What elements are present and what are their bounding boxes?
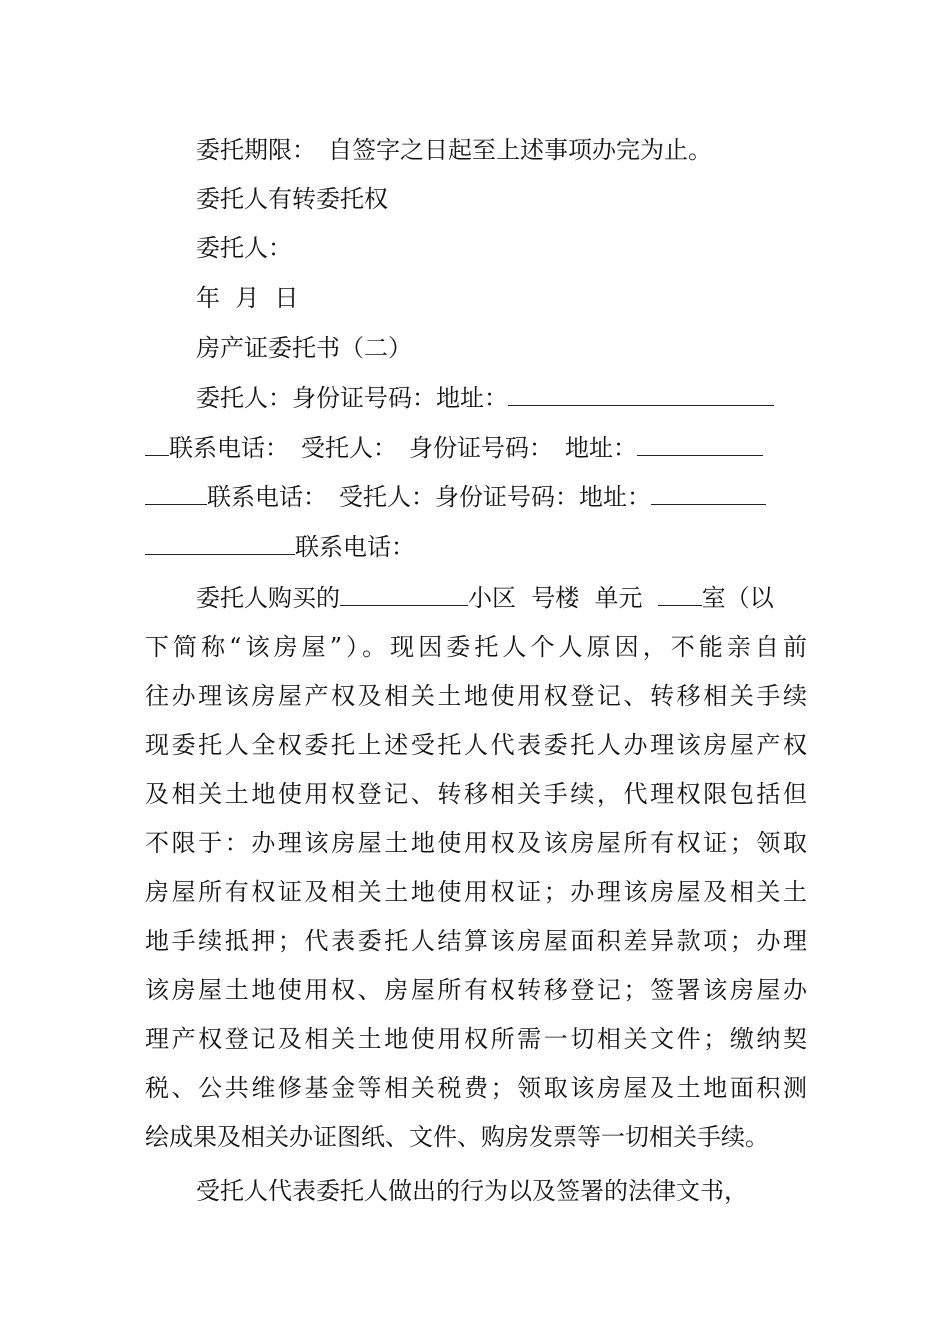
agent2-address-blank (651, 484, 766, 505)
agent2-info-line (145, 473, 807, 522)
sub-delegation-line: 委托人有转委托权 (196, 185, 388, 213)
agent1-address-blank (637, 435, 763, 456)
principal-info-line (196, 374, 807, 423)
date-line: 年 月 日 (196, 284, 299, 312)
body-line: 不限于：办理该房屋土地使用权及该房屋所有权证；领取 (145, 829, 807, 857)
principal-address-blank-cont (145, 435, 169, 456)
next-paragraph-line: 受托人代表委托人做出的行为以及签署的法律文书， (196, 1177, 748, 1205)
purchase-label: 委托人购买的 (196, 584, 340, 612)
principal-address-blank (508, 385, 774, 406)
body-line: 及相关土地使用权登记、转移相关手续，代理权限包括但 (145, 780, 807, 808)
principal-signature-line: 委托人： (196, 234, 292, 262)
agent1-address-blank-cont (145, 484, 207, 505)
body-line: 税、公共维修基金等相关税费；领取该房屋及土地面积测 (145, 1074, 807, 1102)
room-blank (658, 585, 702, 606)
body-line: 理产权登记及相关土地使用权所需一切相关文件；缴纳契 (145, 1025, 807, 1053)
body-last-line: 绘成果及相关办证图纸、文件、购房发票等一切相关手续。 (145, 1123, 769, 1151)
agent1-info-label: 联系电话： 受托人： 身份证号码： 地址： (169, 434, 637, 462)
agent2-address-blank-cont (145, 534, 295, 555)
term-line: 委托期限： 自签字之日起至上述事项办完为止。 (196, 136, 712, 164)
section-title: 房产证委托书（二） (196, 334, 412, 362)
community-blank (340, 585, 468, 606)
body-line: 下简称“该房屋”）。现因委托人个人原因，不能亲自前 (145, 633, 807, 661)
room-label: 室（以 (701, 584, 774, 612)
body-line: 该房屋土地使用权、房屋所有权转移登记；签署该房屋办 (145, 976, 807, 1004)
body-line: 现委托人全权委托上述受托人代表委托人办理该房屋产权 (145, 731, 807, 759)
body-line: 房屋所有权证及相关土地使用权证；办理该房屋及相关土 (145, 878, 807, 906)
body-line: 地手续抵押；代表委托人结算该房屋面积差异款项；办理 (145, 927, 807, 955)
agent1-info-line (145, 424, 807, 473)
agent2-phone-line (145, 523, 807, 572)
body-line: 往办理该房屋产权及相关土地使用权登记、转移相关手续 (145, 682, 807, 710)
agent2-info-label: 联系电话： 受托人：身份证号码：地址： (207, 483, 651, 511)
body-first-line (196, 574, 807, 623)
agent2-phone-label: 联系电话： (295, 533, 415, 561)
principal-info-label: 委托人：身份证号码：地址： (196, 384, 508, 412)
building-unit-label: 小区 号楼 单元 (468, 584, 658, 612)
